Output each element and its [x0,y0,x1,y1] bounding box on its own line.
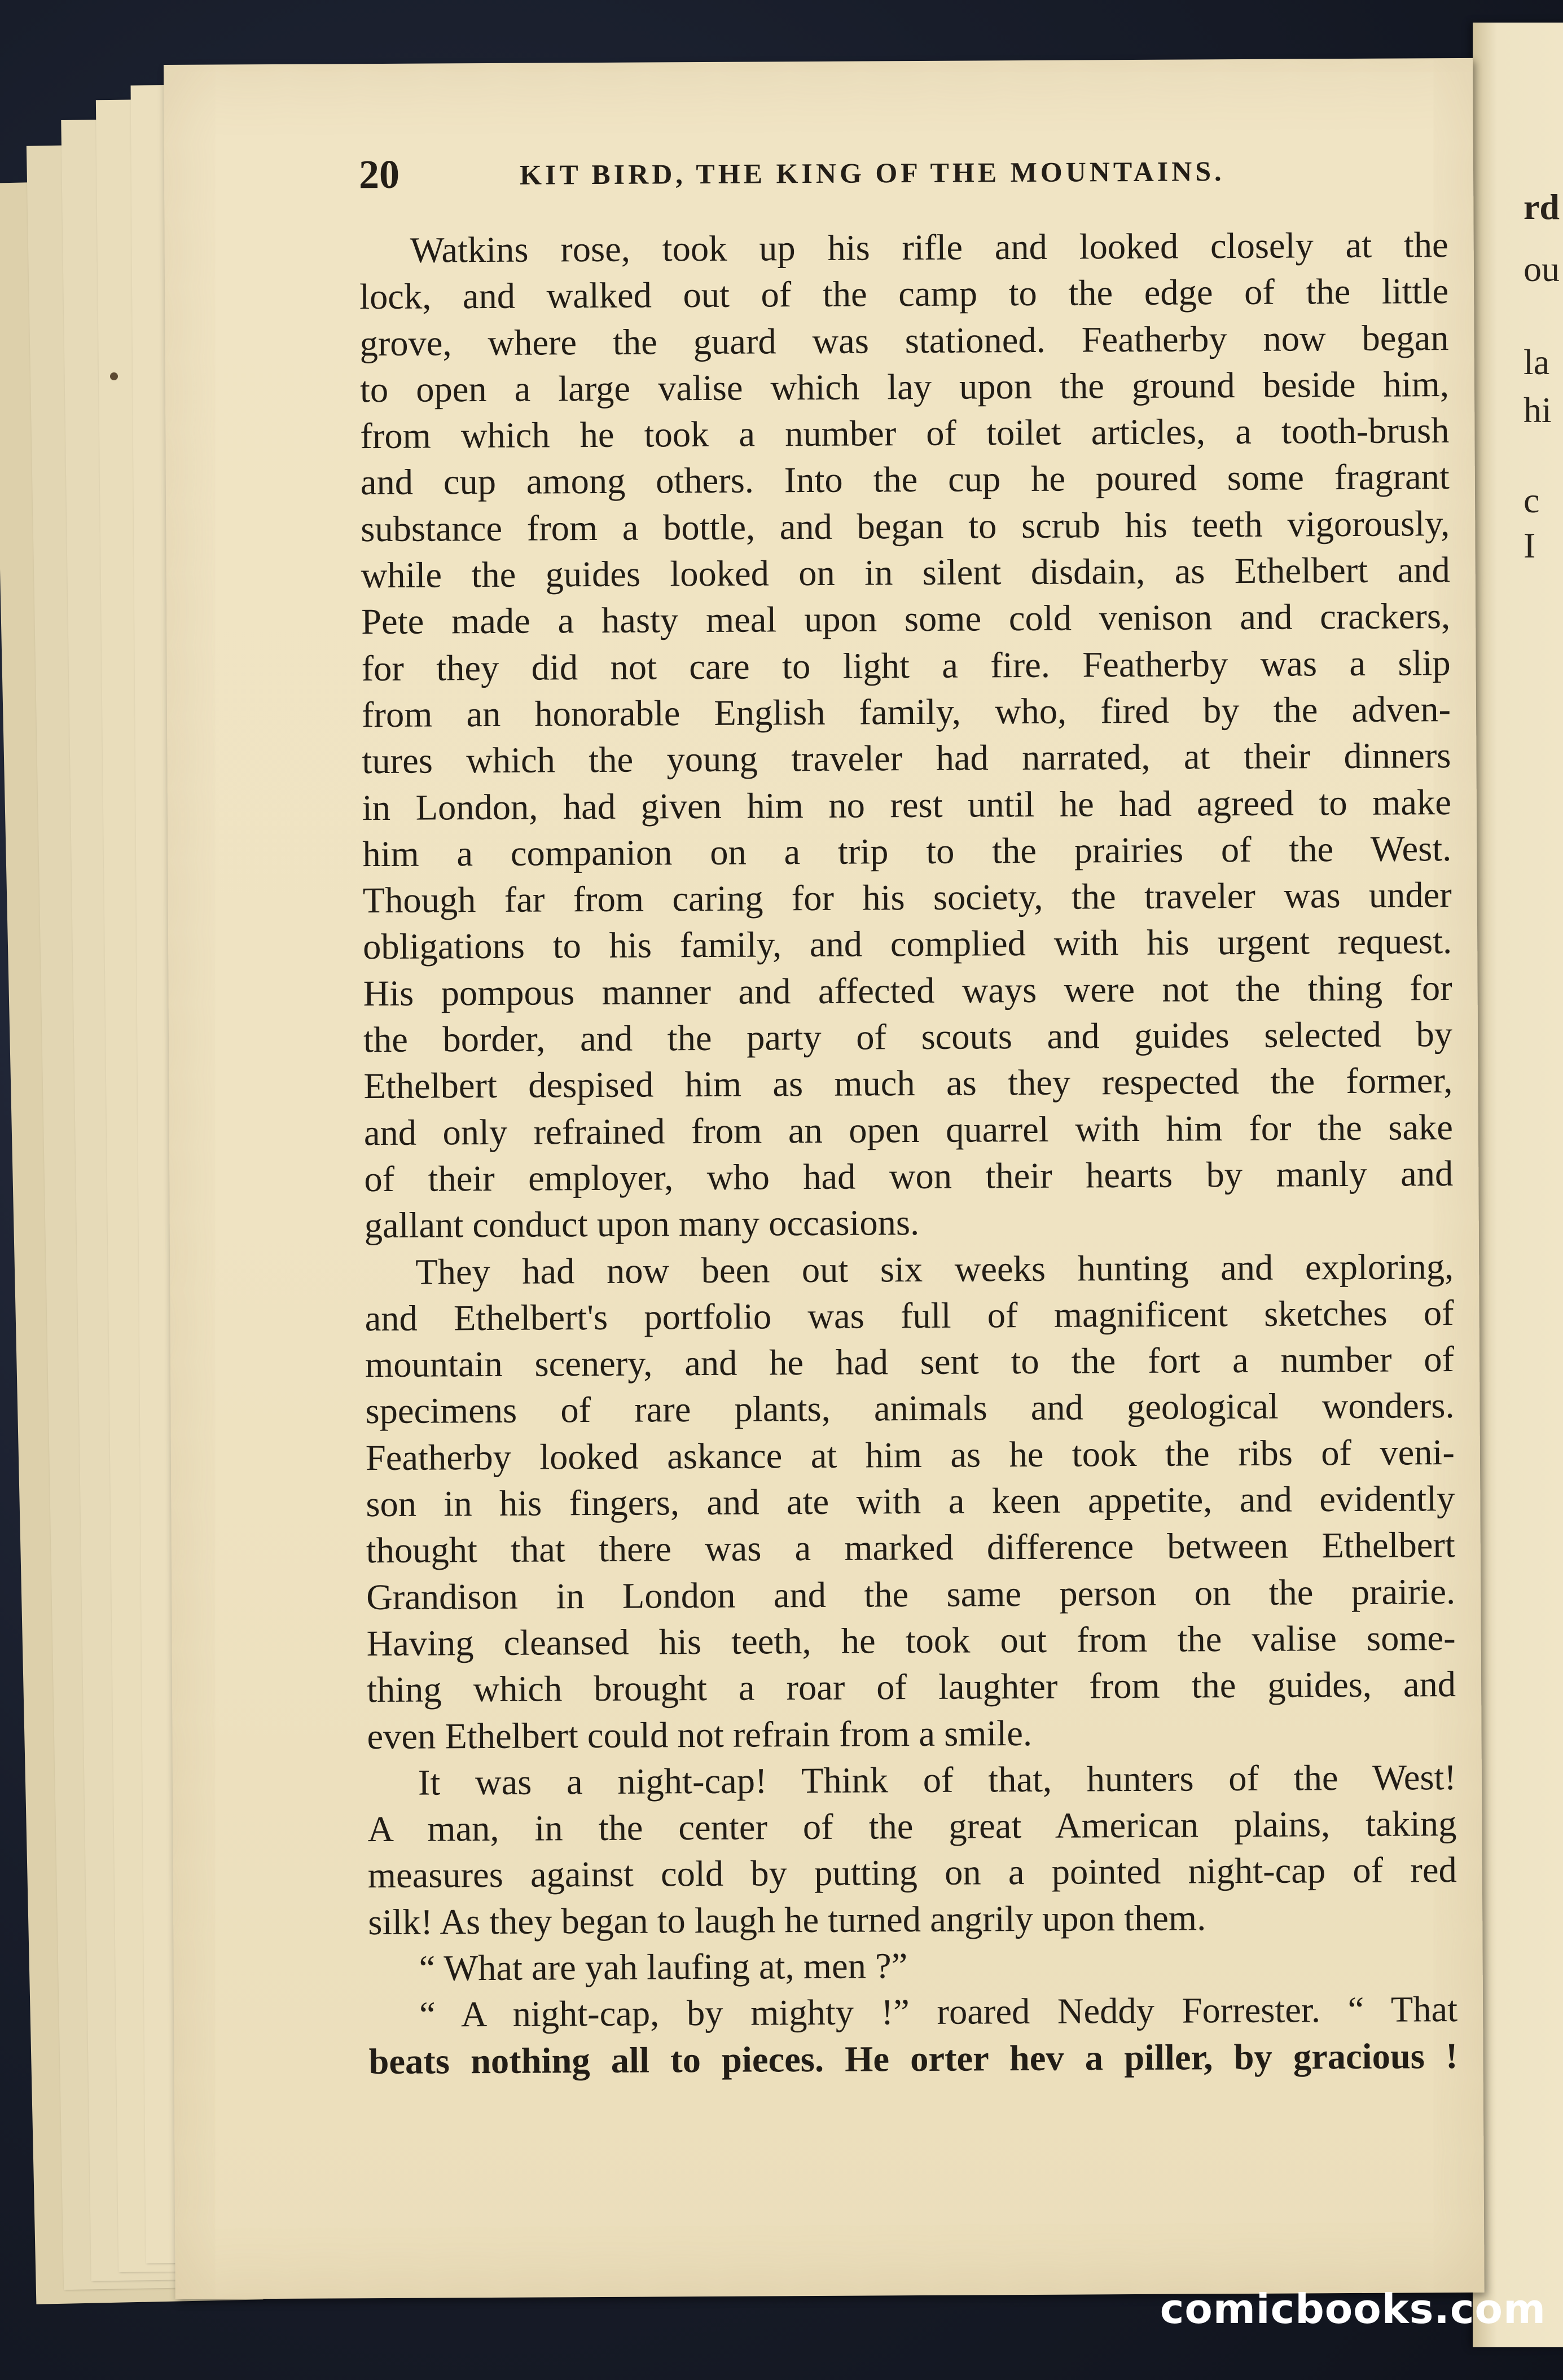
text-line: tures which the young traveler had narrated, at their dinners [362,735,1451,781]
text-line: measures against cold by putting on a pointed night-cap of red [367,1850,1457,1896]
text-line: They had now been out six weeks hunting and exploring, [415,1246,1454,1292]
text-line: His pompous manner and affected ways were not the thing for [363,967,1452,1013]
text-line: It was a night-cap! Think of that, hunters of the West! [418,1757,1457,1803]
facing-page-fragment: I [1524,525,1536,565]
running-title: KIT BIRD, THE KING OF THE MOUNTAINS. [519,155,1225,191]
text-line: in London, had given him no rest until he had agreed to make [362,781,1452,828]
text-line: Having cleansed his teeth, he took out from the valise some- [366,1617,1456,1664]
text-line: Watkins rose, took up his rifle and looked closely at the [410,225,1448,270]
text-line: gallant conduct upon many occasions. [364,1202,920,1246]
text-line: and cup among others. Into the cup he poured some fragrant [360,456,1450,503]
text-line: from an honorable English family, who, fired by the adven- [361,689,1451,735]
text-line: grove, where the guard was stationed. Featherby now began [359,317,1449,363]
text-line: “ A night-cap, by mighty !” roared Neddy Forrester. “ That [419,1989,1458,2035]
text-line: even Ethelbert could not refrain from a smile. [367,1712,1033,1757]
text-line: A man, in the center of the great American plains, taking [367,1803,1457,1850]
text-line: Ethelbert despised him as much as they respected the former, [363,1060,1453,1106]
text-line: lock, and walked out of the camp to the edge of the little [359,271,1449,317]
text-line: from which he took a number of toilet articles, a tooth-brush [360,410,1450,456]
text-line: thought that there was a marked difference between Ethelbert [366,1525,1455,1571]
text-line: silk! As they began to laugh he turned angrily upon them. [368,1898,1206,1942]
text-line: and only refrained from an open quarrel with him for the sake [363,1106,1454,1153]
text-line: mountain scenery, and he had sent to the fort a number of [365,1339,1455,1385]
text-line: beats nothing all to pieces. He orter hev a piller, by gracious ! [368,2035,1458,2082]
text-line: the border, and the party of scouts and guides selected by [363,1014,1453,1060]
text-line: while the guides looked on in silent disdain, as Ethelbert and [361,550,1450,596]
text-line: and Ethelbert's portfolio was full of magnificent sketches of [365,1292,1454,1338]
facing-page-fragment: hi [1524,390,1552,430]
text-line: substance from a bottle, and began to scrub his teeth vigorously, [361,503,1450,549]
text-line: specimens of rare plants, animals and geological wonders. [365,1385,1455,1431]
text-line: Grandison in London and the same person on the prairie. [366,1571,1456,1617]
page-number: 20 [358,151,400,197]
body-text [359,222,1458,2085]
text-line: Pete made a hasty meal upon some cold venison and crackers, [361,596,1451,642]
facing-page-fragment: rd [1524,187,1560,227]
running-head [359,146,1459,208]
text-line: thing which brought a roar of laughter from the guides, and [366,1664,1456,1710]
text-line: son in his fingers, and ate with a keen appetite, and evidently [366,1478,1455,1525]
facing-page-fragment: ou [1524,249,1560,289]
text-line: Though far from caring for his society, the traveler was under [362,875,1452,921]
book-page [164,58,1485,2299]
facing-page-fragment: c [1524,480,1540,520]
text-line: of their employer, who had won their hearts by manly and [364,1153,1454,1200]
facing-page-fragment: la [1524,342,1550,382]
text-line: for they did not care to light a fire. Featherby was a slip [361,642,1451,688]
text-line: him a companion on a trip to the prairies of the West. [362,828,1452,875]
text-line: obligations to his family, and complied with his urgent request. [363,921,1452,967]
text-line: to open a large valise which lay upon the ground beside him, [359,363,1450,410]
watermark: comicbooks.com [1160,2285,1546,2333]
ink-spot [110,372,118,380]
text-line: “ What are yah laufing at, men ?” [419,1946,908,1988]
text-line: Featherby looked askance at him as he took the ribs of veni- [365,1431,1455,1478]
